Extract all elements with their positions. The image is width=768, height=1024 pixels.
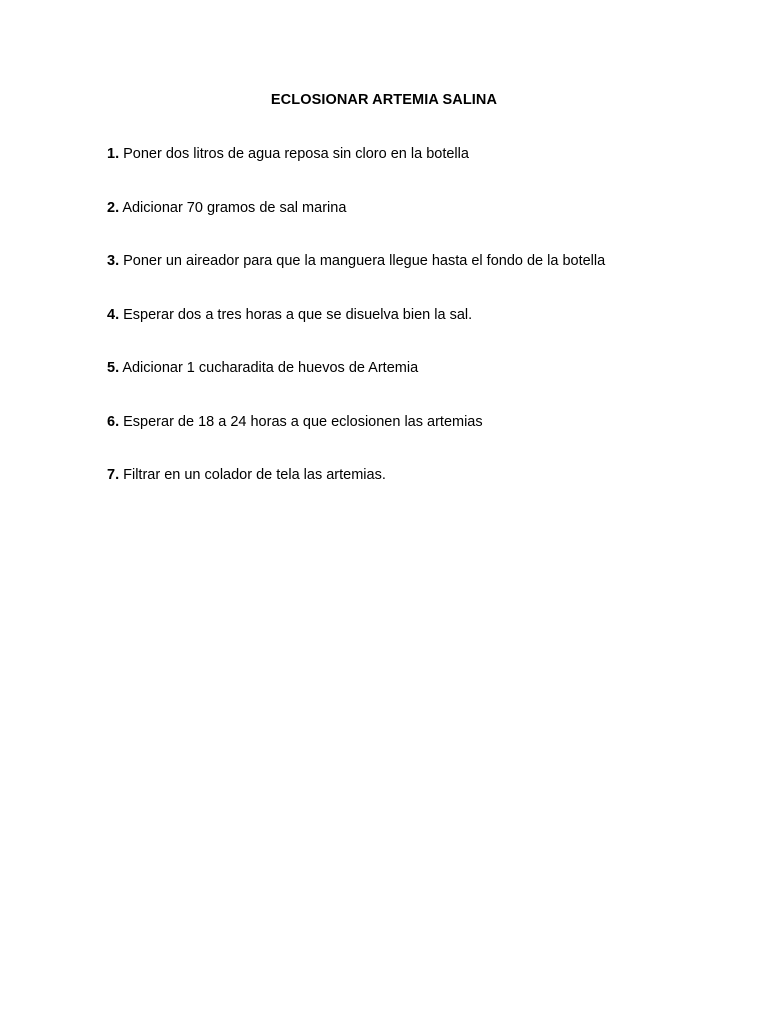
step-item <box>107 199 747 253</box>
step-text: Adicionar 70 gramos de sal marina <box>119 199 347 216</box>
step-text: Filtrar en un colador de tela las artemias. <box>119 467 386 483</box>
step-number: 7. <box>107 467 120 483</box>
step-text: Esperar de 18 a 24 horas a que eclosionen las artemias <box>119 413 483 430</box>
step-number: 3. <box>107 253 120 269</box>
step-item <box>107 359 747 413</box>
step-item <box>107 145 747 199</box>
step-number: 4. <box>107 306 120 323</box>
step-item <box>107 466 747 520</box>
step-text: Esperar dos a tres horas a que se disuelva bien la sal. <box>119 306 473 323</box>
step-item <box>107 252 747 306</box>
step-number: 2. <box>107 199 120 216</box>
step-text: Poner un aireador para que la manguera llegue hasta el fondo de la botella <box>119 253 606 269</box>
step-item <box>107 306 747 360</box>
step-text: Poner dos litros de agua reposa sin cloro en la botella <box>119 146 469 162</box>
step-number: 5. <box>107 360 120 376</box>
steps-list <box>107 145 747 520</box>
step-number: 6. <box>107 413 120 430</box>
step-item <box>107 413 747 467</box>
step-number: 1. <box>107 146 120 162</box>
step-text: Adicionar 1 cucharadita de huevos de Artemia <box>119 360 419 376</box>
document-title: ECLOSIONAR ARTEMIA SALINA <box>270 92 498 108</box>
